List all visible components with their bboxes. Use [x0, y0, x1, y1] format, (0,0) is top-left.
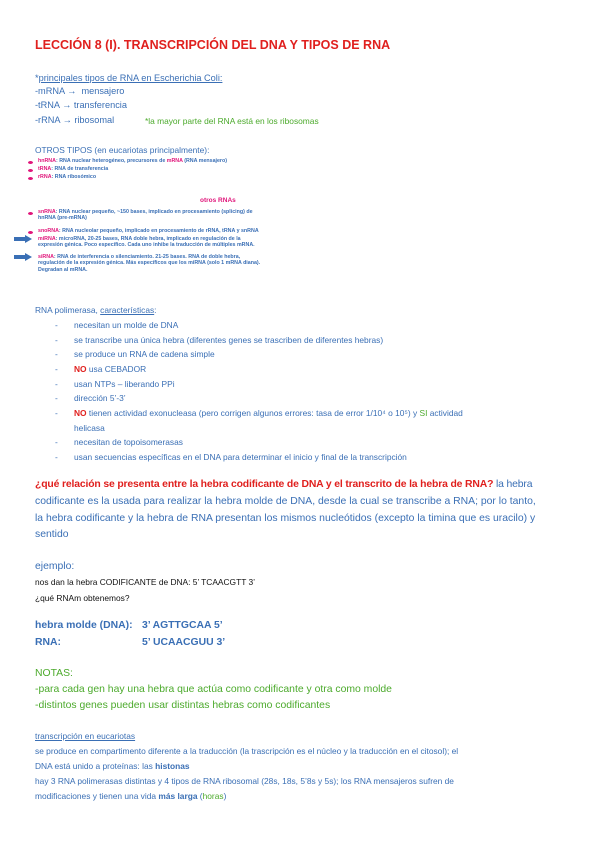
ribosomas-note: *la mayor parte del RNA está en los ribosomas: [145, 116, 319, 126]
pregunta-line-3: la hebra codificante y la hebra de RNA presentan los mismos nucleótidos (excepto la timina que es uracilo) y: [35, 513, 536, 524]
otros-item-snrna: [38, 209, 253, 222]
otros-item-trna: [38, 166, 108, 172]
list-dash: -: [55, 364, 58, 374]
rna-code: rRNA: [38, 174, 52, 180]
otros-item-sirna: [38, 254, 260, 273]
list-item: [74, 423, 105, 433]
rna-code-prefix: hn: [38, 158, 45, 164]
rna-desc: : RNA de transferencia: [51, 166, 109, 172]
rna-code: RNA: [44, 158, 56, 164]
arrow-right-icon: [14, 235, 32, 243]
rna-meaning: ribosomal: [74, 115, 115, 125]
polimerasa-heading: [35, 305, 157, 315]
notas-heading: NOTAS:: [35, 668, 73, 679]
rna-desc: : RNA ribosómico: [51, 174, 97, 180]
list-dash: -: [55, 393, 58, 403]
pregunta-answer-start: la hebra: [493, 479, 533, 490]
item-text: tienen actividad exonucleasa (pero corrigen algunos errores: tasa de error 1/10⁴ o 10⁵) y: [86, 408, 420, 418]
list-dash: -: [55, 379, 58, 389]
molde-seq: 3’ AGTTGCAA 5’: [142, 620, 223, 631]
rna-desc: : RNA nuclear heterogéneo, precursores de: [55, 158, 167, 164]
list-item-trna: [35, 100, 127, 110]
bullet-icon: [28, 177, 33, 180]
item-text: dirección 5’-3’: [74, 393, 126, 403]
principales-heading-text: principales tipos de RNA en Escherichia Coli:: [38, 73, 223, 83]
arrow-right-icon: →: [62, 100, 72, 110]
item-text: NO: [74, 364, 87, 374]
list-item: [74, 349, 215, 359]
list-dash: -: [55, 452, 58, 462]
rna-desc: : microRNA, 20-25 bases, RNA doble hebra, implicado en regulación de la: [55, 236, 241, 242]
list-dash: -: [55, 408, 58, 418]
rna-abbr: -tRNA: [35, 100, 60, 110]
page-title: LECCIÓN 8 (I). TRANSCRIPCIÓN DEL DNA Y TIPOS DE RNA: [35, 38, 391, 52]
ejemplo-line-2: ¿qué RNAm obtenemos?: [35, 593, 130, 603]
horas-emphasis: horas: [202, 791, 224, 801]
item-text: helicasa: [74, 423, 105, 433]
eucariotas-line-1: se produce en compartimento diferente a la traducción (la trascripción es el núcleo y la traducción en el citosol); el: [35, 746, 459, 756]
text-part: ): [223, 791, 227, 801]
mas-larga-emphasis: más larga: [158, 791, 198, 801]
list-item-mrna: [35, 86, 124, 96]
text-part: (: [197, 791, 203, 801]
otros-item-hnrna: [38, 158, 227, 164]
item-text: necesitan de topoisomerasas: [74, 437, 183, 447]
list-dash: -: [55, 335, 58, 345]
pregunta-question: ¿qué relación se presenta entre la hebra codificante de DNA y el transcrito de la hebra de RNA?: [35, 479, 494, 490]
text-part: DNA está unido a proteínas: las: [35, 761, 156, 771]
rna-abbr: -rRNA: [35, 115, 61, 125]
eucariotas-line-3: hay 3 RNA polimerasas distintas y 4 tipos de RNA ribosomal (28s, 18s, 5’8s y 5s); los RNA mensajeros sufren de: [35, 776, 454, 786]
rna-label: RNA:: [35, 637, 61, 648]
rna-code: siRNA: [38, 254, 54, 260]
rna-desc-3: Degradan al mRNA.: [38, 266, 88, 273]
histonas-emphasis: histonas: [155, 761, 190, 771]
bullet-icon: [28, 161, 33, 164]
item-text: usa CEBADOR: [86, 364, 147, 374]
bullet-icon: [28, 212, 33, 215]
arrow-right-icon: →: [62, 115, 72, 125]
heading-part: características: [100, 305, 155, 315]
pregunta-line-4: sentido: [35, 529, 69, 540]
list-item: [74, 320, 178, 330]
pregunta-line-2: codificante es la usada para realizar la hebra molde de DNA, desde la cual se transcribe a RNA; por lo tanto,: [35, 496, 536, 507]
text-part: modificaciones y tienen una vida: [35, 791, 159, 801]
heading-part: :: [154, 305, 157, 315]
heading-part: RNA polimerasa,: [35, 305, 101, 315]
bullet-icon: [28, 169, 33, 172]
list-dash: -: [55, 437, 58, 447]
rna-desc: : RNA de interferencia o silenciamiento. 21-25 bases. RNA de doble hebra,: [53, 254, 241, 260]
rna-desc-2: regulación de la expresión génica. Más específicos que los miRNA (solo 1 mRNA diana).: [38, 260, 261, 267]
bullet-icon: [28, 231, 33, 234]
otros-item-rrna: [38, 174, 96, 180]
item-text: necesitan un molde de DNA: [74, 320, 179, 330]
item-text: SI: [419, 408, 428, 418]
list-dash: -: [55, 349, 58, 359]
otros-heading: OTROS TIPOS (en eucariotas principalmente):: [35, 145, 210, 155]
list-item: [74, 364, 146, 374]
rna-code: snoRNA: [38, 228, 59, 234]
rna-desc-tail: (RNA mensajero): [182, 158, 227, 164]
notas-line-2: -distintos genes pueden usar distintas hebras como codificantes: [35, 700, 331, 711]
rna-abbr: -mRNA: [35, 86, 65, 96]
list-item: [74, 379, 175, 389]
rna-desc: : RNA nuclear pequeño, ~150 bases, implicado en procesamiento (splicing) de: [55, 209, 253, 215]
list-item: [74, 408, 463, 418]
otros-item-snorna: [38, 228, 259, 234]
arrow-right-icon: →: [67, 86, 77, 96]
ejemplo-heading: ejemplo:: [35, 561, 75, 572]
rna-meaning: mensajero: [81, 86, 125, 96]
arrow-right-icon: [14, 253, 32, 261]
rna-code: miRNA: [38, 236, 56, 242]
eucariotas-line-2: [35, 761, 190, 771]
ejemplo-line-1: nos dan la hebra CODIFICANTE de DNA: 5’ TCAACGTT 3’: [35, 577, 255, 587]
list-item: [74, 393, 126, 403]
notas-line-1: -para cada gen hay una hebra que actúa como codificante y otra como molde: [35, 684, 392, 695]
rna-code: tRNA: [38, 166, 52, 172]
rna-desc: : RNA nucleolar pequeño, implicado en procesamiento de rRNA, tRNA y snRNA: [58, 228, 259, 234]
rna-code-2: mRNA: [166, 158, 183, 164]
list-item: [74, 437, 183, 447]
list-item-rrna: [35, 115, 114, 125]
otros-item-mirna: [38, 236, 255, 249]
asterisk: *: [35, 73, 39, 83]
list-dash: -: [55, 320, 58, 330]
pregunta-line-1: [35, 479, 532, 490]
otros-rnas-label: otros RNAs: [200, 197, 236, 204]
item-text: actividad: [427, 408, 463, 418]
item-text: se transcribe una única hebra (diferentes genes se trascriben de diferentes hebras): [74, 335, 384, 345]
rna-desc-2: expresión génica. Poco específico. Cada uno inhibe la traducción de múltiples mRNA.: [38, 242, 255, 249]
list-item: [74, 452, 407, 462]
item-text: se produce un RNA de cadena simple: [74, 349, 215, 359]
eucariotas-heading: transcripción en eucariotas: [35, 731, 136, 741]
principales-heading: [35, 73, 222, 83]
rna-seq: 5’ UCAACGUU 3’: [142, 637, 226, 648]
rna-desc-2: hnRNA (pre-mRNA): [38, 215, 87, 222]
molde-label: hebra molde (DNA):: [35, 620, 133, 631]
item-text: NO: [74, 408, 87, 418]
item-text: usan secuencias específicas en el DNA para determinar el inicio y final de la transcripción: [74, 452, 407, 462]
rna-meaning: transferencia: [73, 100, 127, 110]
rna-code: snRNA: [38, 209, 56, 215]
item-text: usan NTPs – liberando PPi: [74, 379, 175, 389]
list-item: [74, 335, 383, 345]
eucariotas-line-4: [35, 791, 226, 801]
